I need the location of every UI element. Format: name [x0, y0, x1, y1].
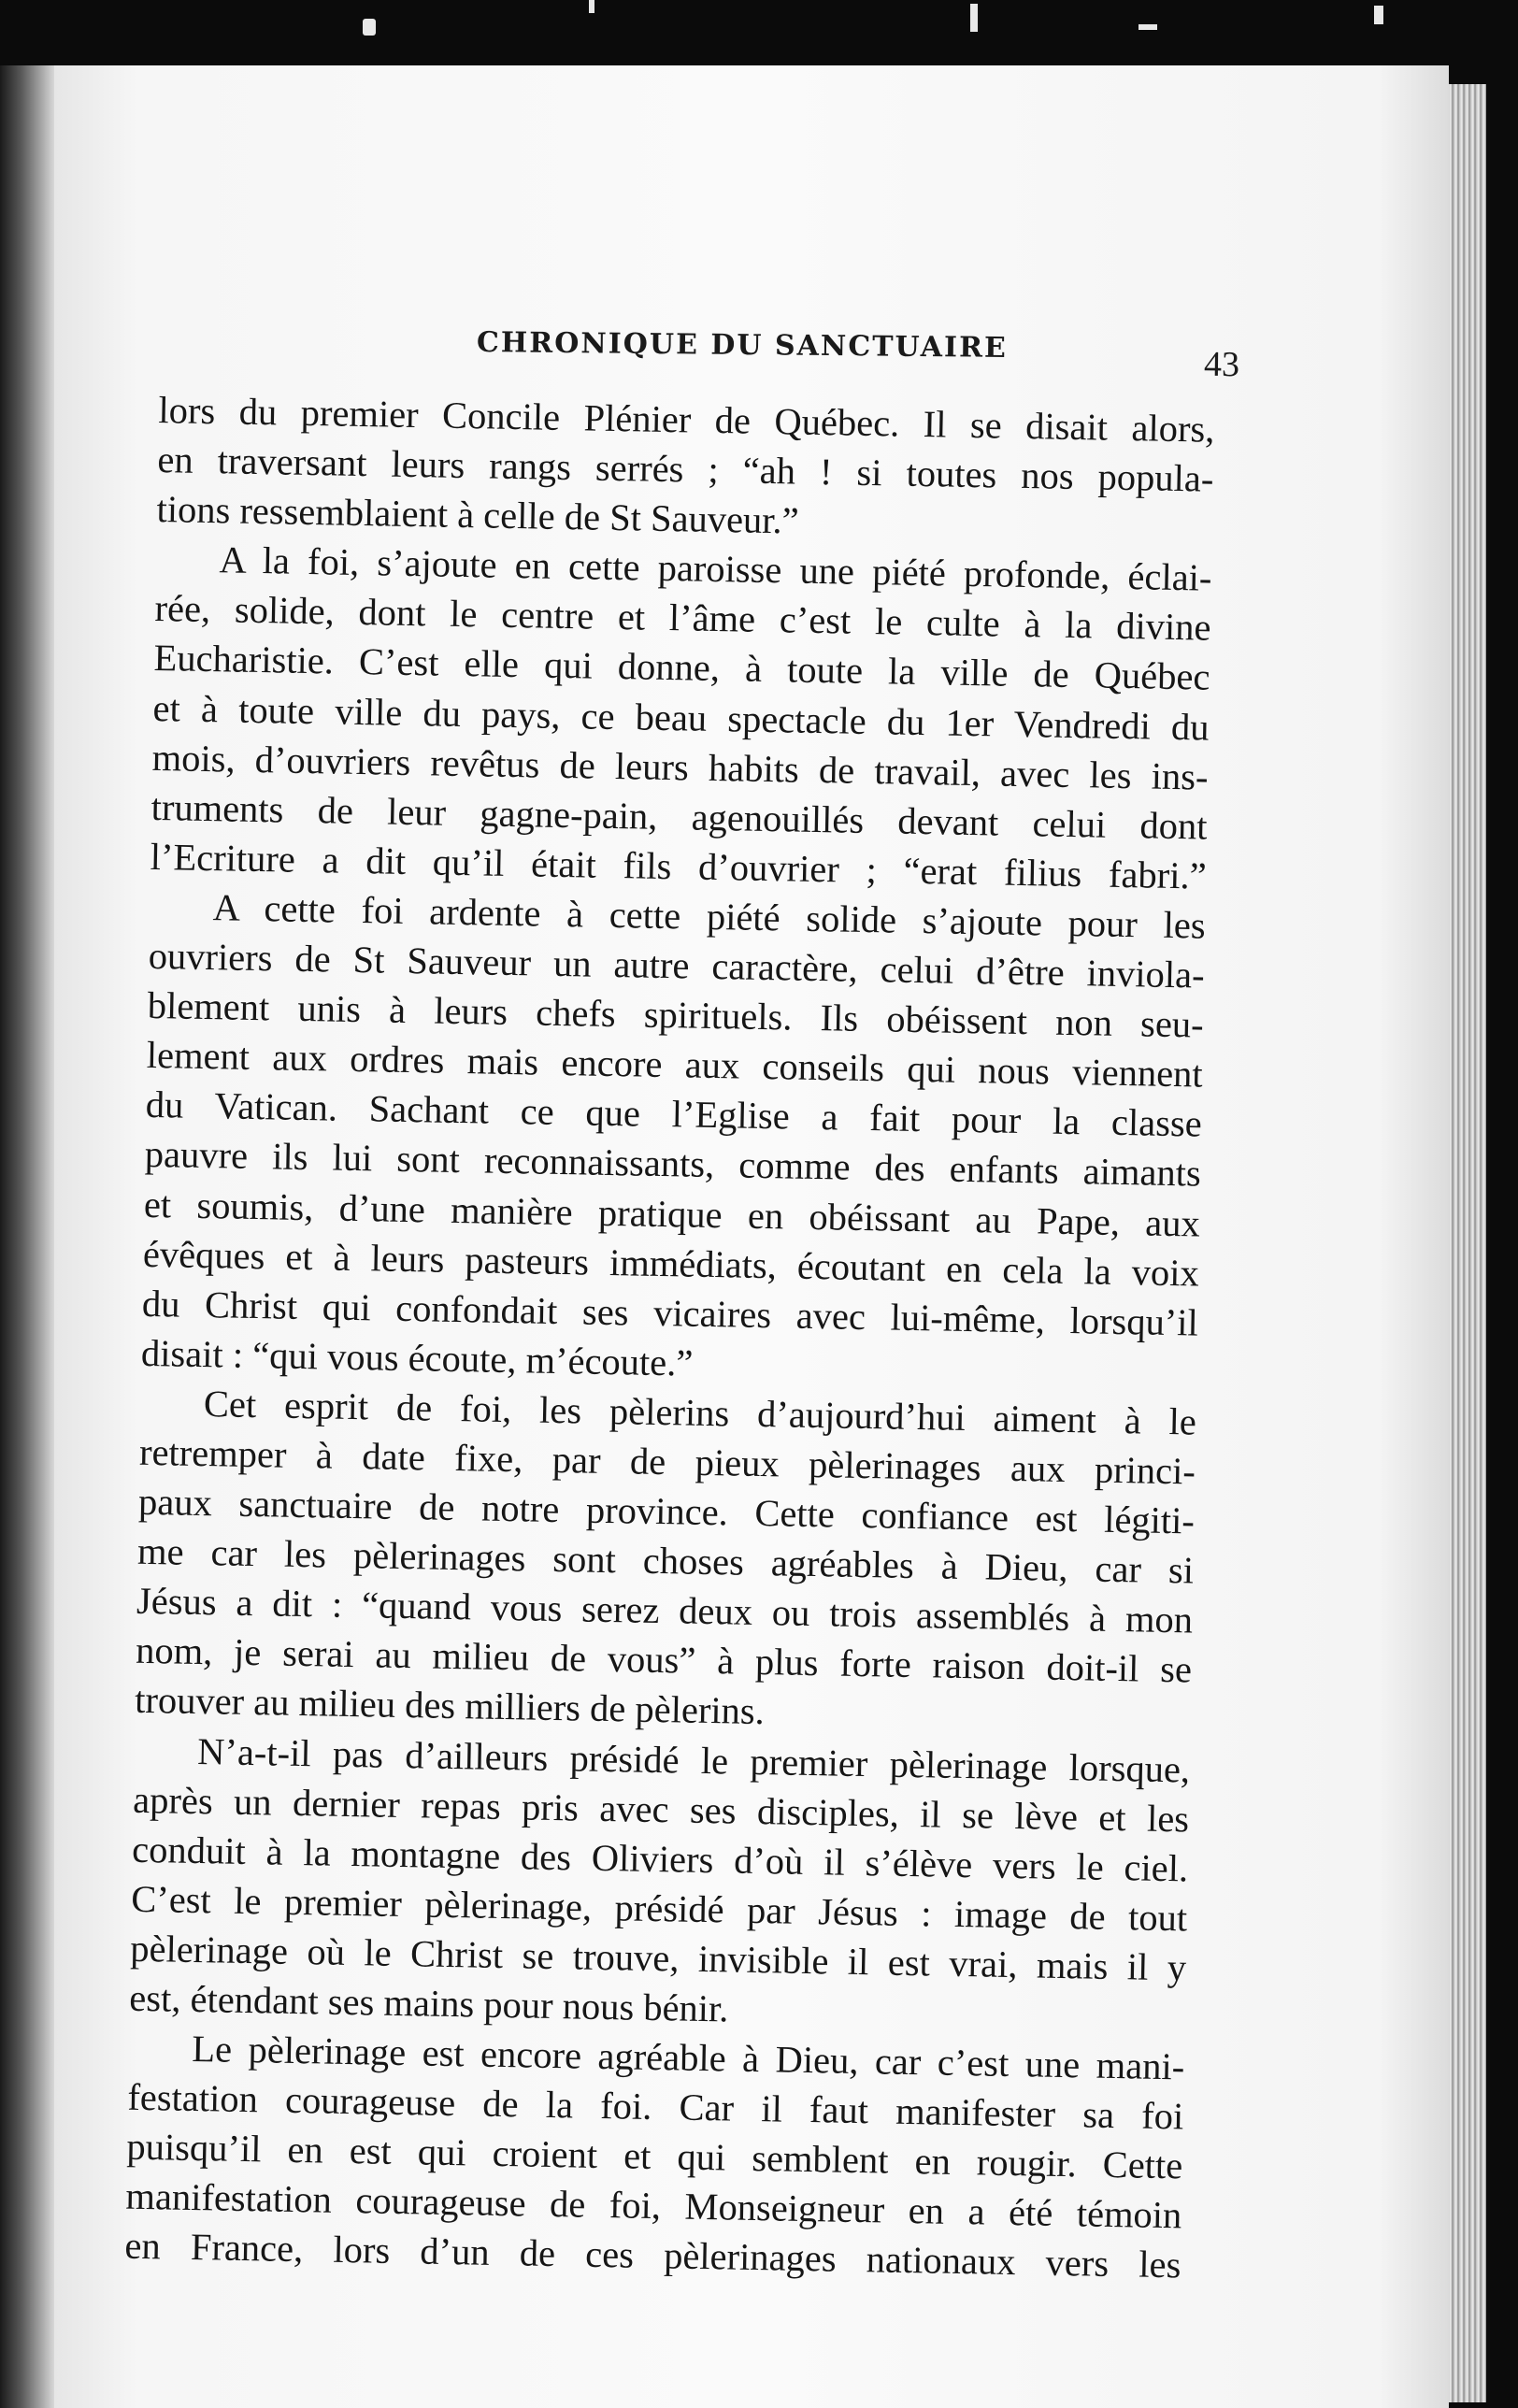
text-line: en traversant leurs rangs serrés ; “ah ! si toutes nos popula- [157, 438, 1214, 500]
text-line: tions ressemblaient à celle de St Sauveur.” [156, 488, 800, 542]
text-line: conduit à la montagne des Oliviers d’où il s’élève vers le ciel. [131, 1828, 1189, 1890]
text-line: festation courageuse de la foi. Car il faut manifester sa foi [127, 2075, 1184, 2138]
text-line: en France, lors d’un de ces pèlerinages nationaux vers les [124, 2225, 1181, 2286]
running-header: CHRONIQUE DU SANCTUAIRE [476, 326, 1009, 365]
text-line: mois, d’ouvriers revêtus de leurs habits de travail, avec les ins- [151, 736, 1209, 798]
text-line: du Vatican. Sachant ce que l’Eglise a fait pour la classe [145, 1083, 1203, 1145]
text-line: N’a-t-il pas d’ailleurs présidé le premier pèlerinage lorsque, [196, 1729, 1191, 1790]
text-line: l’Ecriture a dit qu’il était fils d’ouvrier ; “erat filius fabri.” [150, 835, 1207, 897]
text-line: pèlerinage où le Christ se trouve, invisible il est vrai, mais il y [129, 1927, 1187, 1989]
text-line: manifestation courageuse de foi, Monseigneur en a été témoin [125, 2175, 1182, 2237]
text-line: trouver au milieu des milliers de pèlerins. [134, 1679, 766, 1733]
text-line: nom, je serai au milieu de vous” à plus forte raison doit-il se [135, 1629, 1193, 1691]
text-line: paux sanctuaire de notre province. Cette confiance est légiti- [137, 1480, 1196, 1542]
text-line: puisqu’il en est qui croient et qui semblent en rougir. Cette [126, 2125, 1183, 2187]
text-line: Eucharistie. C’est elle qui donne, à toute la ville de Québec [153, 637, 1210, 699]
text-line: lement aux ordres mais encore aux conseils qui nous viennent [146, 1034, 1204, 1096]
text-line: et à toute ville du pays, ce beau spectacle du 1er Vendredi du [152, 686, 1210, 749]
text-line: du Christ qui confondait ses vicaires avec lui-même, lorsqu’il [141, 1282, 1199, 1344]
text-line: Le pèlerinage est encore agréable à Dieu, car c’est une mani- [191, 2028, 1185, 2088]
text-line: me car les pèlerinages sont choses agréables à Dieu, car si [136, 1529, 1195, 1592]
text-line: rée, solide, dont le centre et l’âme c’est le culte à la divine [154, 587, 1211, 650]
text-line: C’est le premier pèlerinage, présidé par Jésus : image de tout [130, 1877, 1188, 1940]
text-line: ouvriers de St Sauveur un autre caractère, celui d’être inviola- [148, 934, 1206, 996]
text-line: Jésus a dit : “quand vous serez deux ou trois assemblés à mon [136, 1580, 1194, 1641]
text-line: après un dernier repas pris avec ses disciples, il se lève et les [132, 1778, 1190, 1841]
text-line: A cette foi ardente à cette piété solide s’ajoute pour les [212, 886, 1207, 947]
text-line: truments de leur gagne-pain, agenouillés devant celui dont [150, 785, 1208, 848]
text-line: lors du premier Concile Plénier de Québec. Il se disait alors, [158, 388, 1215, 451]
body-text [124, 385, 1215, 2290]
text-line: pauvre ils lui sont reconnaissants, comme des enfants aimants [144, 1133, 1202, 1195]
top-scan-border [0, 0, 1518, 65]
page-number: 43 [1203, 344, 1240, 385]
text-line: A la foi, s’ajoute en cette paroisse une piété profonde, éclai- [219, 538, 1212, 599]
scan-right-border [1486, 84, 1518, 2408]
text-line: est, étendant ses mains pour nous bénir. [128, 1976, 729, 2030]
text-line: évêques et à leurs pasteurs immédiats, écoutant en cela la voix [142, 1232, 1200, 1295]
text-line: Cet esprit de foi, les pèlerins d’aujourd’hui aiment à le [203, 1382, 1197, 1443]
text-line: disait : “qui vous écoute, m’écoute.” [140, 1331, 694, 1384]
text-line: retremper à date fixe, par de pieux pèlerinages aux princi- [138, 1430, 1196, 1493]
text-line: et soumis, d’une manière pratique en obéissant au Pape, aux [143, 1182, 1201, 1245]
page-binding-edge [0, 65, 54, 2408]
page-stack-edge [1449, 84, 1486, 2402]
text-line: blement unis à leurs chefs spirituels. Ils obéissent non seu- [147, 984, 1205, 1046]
